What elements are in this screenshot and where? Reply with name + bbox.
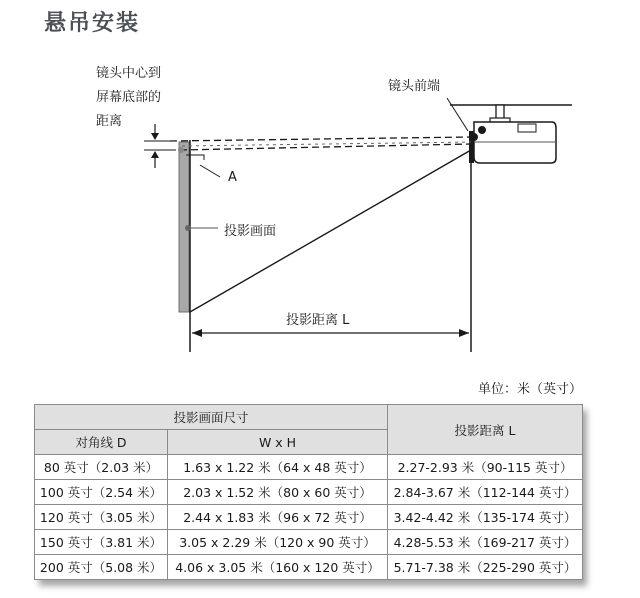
table-row [35,530,583,555]
throw-distance-header: 投影距离 L [388,405,583,455]
throw-distance-table-container [34,404,582,580]
unit-note: 单位：米（英寸） [477,382,582,397]
width-height-cell: 3.05 x 2.29 米（120 x 90 英寸） [168,530,388,555]
offset-label-line3: 距离 [96,114,123,129]
page-title: 悬吊安装 [44,11,141,36]
diagonal-cell: 100 英寸（2.54 米） [35,480,168,505]
throw-distance-cell: 3.42-4.42 米（135-174 英寸） [388,505,583,530]
diagonal-cell: 200 英寸（5.08 米） [35,555,168,580]
dashed-ray-lower [180,144,471,150]
screen-size-header: 投影画面尺寸 [35,405,388,430]
diagonal-cell: 150 英寸（3.81 米） [35,530,168,555]
throw-distance-cell: 5.71-7.38 米（225-290 英寸） [388,555,583,580]
table-row [35,480,583,505]
diagonal-cell: 80 英寸（2.03 米） [35,455,168,480]
throw-distance-cell: 2.27-2.93 米（90-115 英寸） [388,455,583,480]
diagonal-cell: 120 英寸（3.05 米） [35,505,168,530]
throw-distance-cell: 2.84-3.67 米（112-144 英寸） [388,480,583,505]
projector [469,122,556,163]
throw-distance-label: 投影距离 L [286,313,350,328]
dashed-ray-upper [170,137,471,141]
point-a-label: A [228,170,237,185]
table-row [35,555,583,580]
diagonal-header: 对角线 D [35,430,168,455]
table-row [35,505,583,530]
table-header-row [35,405,583,430]
width-height-header: W x H [168,430,388,455]
width-height-cell: 4.06 x 3.05 米（160 x 120 英寸） [168,555,388,580]
width-height-cell: 1.63 x 1.22 米（64 x 48 英寸） [168,455,388,480]
throw-distance-cell: 4.28-5.53 米（169-217 英寸） [388,530,583,555]
offset-label-line1: 镜头中心到 [96,66,162,81]
throw-distance-table [34,404,583,580]
table-row [35,455,583,480]
offset-label [96,62,161,134]
width-height-cell: 2.44 x 1.83 米（96 x 72 英寸） [168,505,388,530]
width-height-cell: 2.03 x 1.52 米（80 x 60 英寸） [168,480,388,505]
ceiling-mount [496,105,504,119]
offset-label-line2: 屏幕底部的 [96,90,162,105]
lens-front-label: 镜头前端 [388,79,441,94]
projected-image-label: 投影画面 [224,224,277,239]
